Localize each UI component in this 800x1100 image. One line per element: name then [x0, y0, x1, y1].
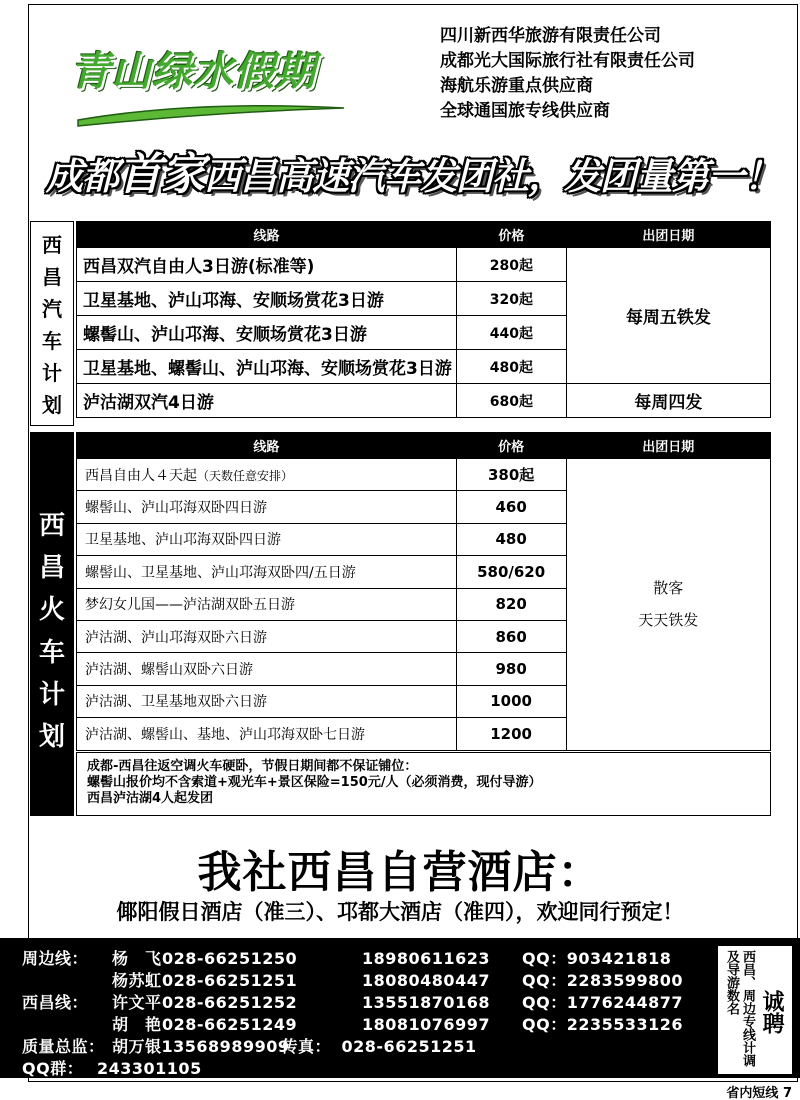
supervisor-label: 质量总监： [22, 1037, 105, 1056]
route-note: （天数任意安排） [197, 468, 294, 483]
logo [56, 20, 366, 120]
route-cell: 卫星基地、螺髻山、泸山邛海、安顺场赏花3日游 [77, 350, 457, 384]
price-cell: 320起 [456, 282, 566, 316]
price-cell: 580/620 [456, 556, 566, 588]
side-char: 划 [38, 722, 65, 753]
route-cell: 泸沽湖双汽4日游 [77, 384, 457, 418]
contact-mobile: 18080480447 [362, 971, 490, 990]
fax-number: 028-66251251 [341, 1037, 477, 1056]
route-cell: 螺髻山、卫星基地、泸山邛海双卧四/五日游 [77, 556, 457, 588]
note-line: 西昌泸沽湖4人起发团 [87, 791, 214, 806]
contact-tel: 028-66251252 [162, 993, 298, 1012]
supervisor-mobile: 13568989909 [161, 1037, 290, 1056]
contact-name: 胡 艳 [112, 1015, 162, 1034]
bus-plan-table [76, 221, 771, 418]
contact-row [22, 946, 702, 969]
price-cell: 280起 [456, 248, 566, 282]
qq-group-label: QQ群： [22, 1059, 84, 1078]
route-cell: 梦幻女儿国——泸沽湖双卧五日游 [77, 588, 457, 620]
table-row [77, 459, 771, 491]
note-line: 螺髻山报价均不含索道+观光车+景区保险=150元/人（必须消费，现付导游） [87, 775, 542, 790]
table-row [77, 384, 771, 418]
recruit-text: 及导游数名 [724, 950, 739, 1015]
train-notes [76, 752, 771, 816]
side-char: 车 [42, 328, 62, 353]
contact-row [22, 968, 702, 991]
contact-qq: QQ：903421818 [522, 949, 672, 968]
note-line: 成都-西昌往返空调火车硬卧，节假日期间都不保证铺位： [87, 759, 418, 774]
price-cell: 1000 [456, 685, 566, 717]
col-date-header: 出团日期 [566, 222, 770, 248]
side-char: 西 [38, 510, 65, 541]
route-cell: 卫星基地、泸山邛海双卧四日游 [77, 523, 457, 555]
side-char: 计 [42, 360, 62, 385]
route-cell: 泸沽湖、螺髻山、基地、泸山邛海双卧七日游 [77, 718, 457, 750]
contact-name: 许文平 [112, 993, 162, 1012]
price-cell: 680起 [456, 384, 566, 418]
table-row [77, 248, 771, 282]
company-line: 成都光大国际旅行社有限责任公司 [440, 51, 695, 71]
side-char: 计 [38, 679, 65, 710]
supervisor-row [22, 1034, 477, 1057]
side-char: 昌 [42, 265, 62, 290]
route-cell: 螺髻山、泸山邛海、安顺场赏花3日游 [77, 316, 457, 350]
recruit-title: 诚聘 [759, 990, 784, 1034]
route-text: 西昌自由人４天起 [85, 467, 197, 484]
logo-text: 青山绿水假期 [70, 49, 316, 95]
date-cell: 每周四发 [566, 384, 770, 418]
route-cell: 卫星基地、泸山邛海、安顺场赏花3日游 [77, 282, 457, 316]
company-list [440, 24, 740, 124]
price-cell: 460 [456, 491, 566, 523]
contact-qq: QQ：2283599800 [522, 971, 684, 990]
fax-label: 传真： [281, 1037, 332, 1056]
train-plan-table [76, 432, 771, 751]
price-cell: 440起 [456, 316, 566, 350]
contact-mobile: 18081076997 [362, 1015, 490, 1034]
side-char: 西 [42, 233, 62, 258]
price-cell: 820 [456, 588, 566, 620]
logo-swoosh-icon [76, 98, 346, 128]
col-date-header: 出团日期 [566, 433, 770, 459]
supervisor-name: 胡万银 [112, 1037, 162, 1056]
side-char: 昌 [38, 552, 65, 583]
contact-row [22, 1012, 702, 1035]
contact-name: 杨苏虹 [112, 971, 162, 990]
route-cell: 螺髻山、泸山邛海双卧四日游 [77, 491, 457, 523]
price-cell: 480起 [456, 350, 566, 384]
contact-mobile: 13551870168 [362, 993, 490, 1012]
route-cell: 泸沽湖、泸山邛海双卧六日游 [77, 620, 457, 652]
train-plan-side-label [30, 432, 74, 816]
route-cell: 泸沽湖、卫星基地双卧六日游 [77, 685, 457, 717]
hotel-line: 倻阳假日酒店（准三）、邛都大酒店（准四），欢迎同行预定！ [116, 900, 684, 924]
hotel-title: 我社西昌自营酒店： [197, 847, 603, 898]
date-text: 散客 [653, 579, 684, 598]
date-text: 天天铁发 [638, 611, 699, 630]
contact-label: 西昌线： [22, 993, 89, 1012]
date-cell: 每周五铁发 [566, 248, 770, 384]
contact-qq: QQ：1776244877 [522, 993, 684, 1012]
price-cell: 980 [456, 653, 566, 685]
side-char: 汽 [42, 297, 62, 322]
company-line: 四川新西华旅游有限责任公司 [440, 26, 661, 46]
col-route-header: 线路 [77, 433, 457, 459]
recruit-text: 西昌、周边专线计调 [740, 950, 755, 1067]
price-cell: 1200 [456, 718, 566, 750]
slogan-part: 西昌高速汽车发团社，发团量第一！ [204, 155, 780, 198]
col-route-header: 线路 [77, 222, 457, 248]
route-cell [77, 459, 457, 491]
route-cell: 西昌双汽自由人3日游(标准等) [77, 248, 457, 282]
col-price-header: 价格 [456, 222, 566, 248]
price-cell: 860 [456, 620, 566, 652]
contact-row [22, 990, 702, 1013]
page-footer: 省内短线 7 [726, 1086, 792, 1100]
col-price-header: 价格 [456, 433, 566, 459]
side-char: 划 [42, 392, 62, 417]
route-cell: 泸沽湖、螺髻山双卧六日游 [77, 653, 457, 685]
date-cell [566, 459, 770, 751]
company-line: 全球通国旅专线供应商 [440, 101, 610, 121]
slogan-emphasis: 首家 [118, 149, 204, 200]
price-cell: 480 [456, 523, 566, 555]
side-char: 火 [38, 595, 65, 626]
contact-tel: 028-66251251 [162, 971, 298, 990]
recruit-box [718, 946, 792, 1074]
bus-plan-side-label [30, 221, 74, 426]
contact-label: 周边线： [22, 949, 89, 968]
qq-group-row [22, 1056, 202, 1079]
contact-tel: 028-66251249 [162, 1015, 298, 1034]
contact-block [0, 938, 800, 1078]
side-char: 车 [38, 637, 65, 668]
contact-name: 杨 飞 [112, 949, 162, 968]
company-line: 海航乐游重点供应商 [440, 76, 593, 96]
slogan-part: 成都 [46, 155, 118, 198]
price-cell: 380起 [456, 459, 566, 491]
contact-qq: QQ：2235533126 [522, 1015, 684, 1034]
slogan [46, 138, 780, 202]
qq-group-value: 243301105 [97, 1059, 202, 1078]
contact-mobile: 18980611623 [362, 949, 490, 968]
contact-tel: 028-66251250 [162, 949, 298, 968]
